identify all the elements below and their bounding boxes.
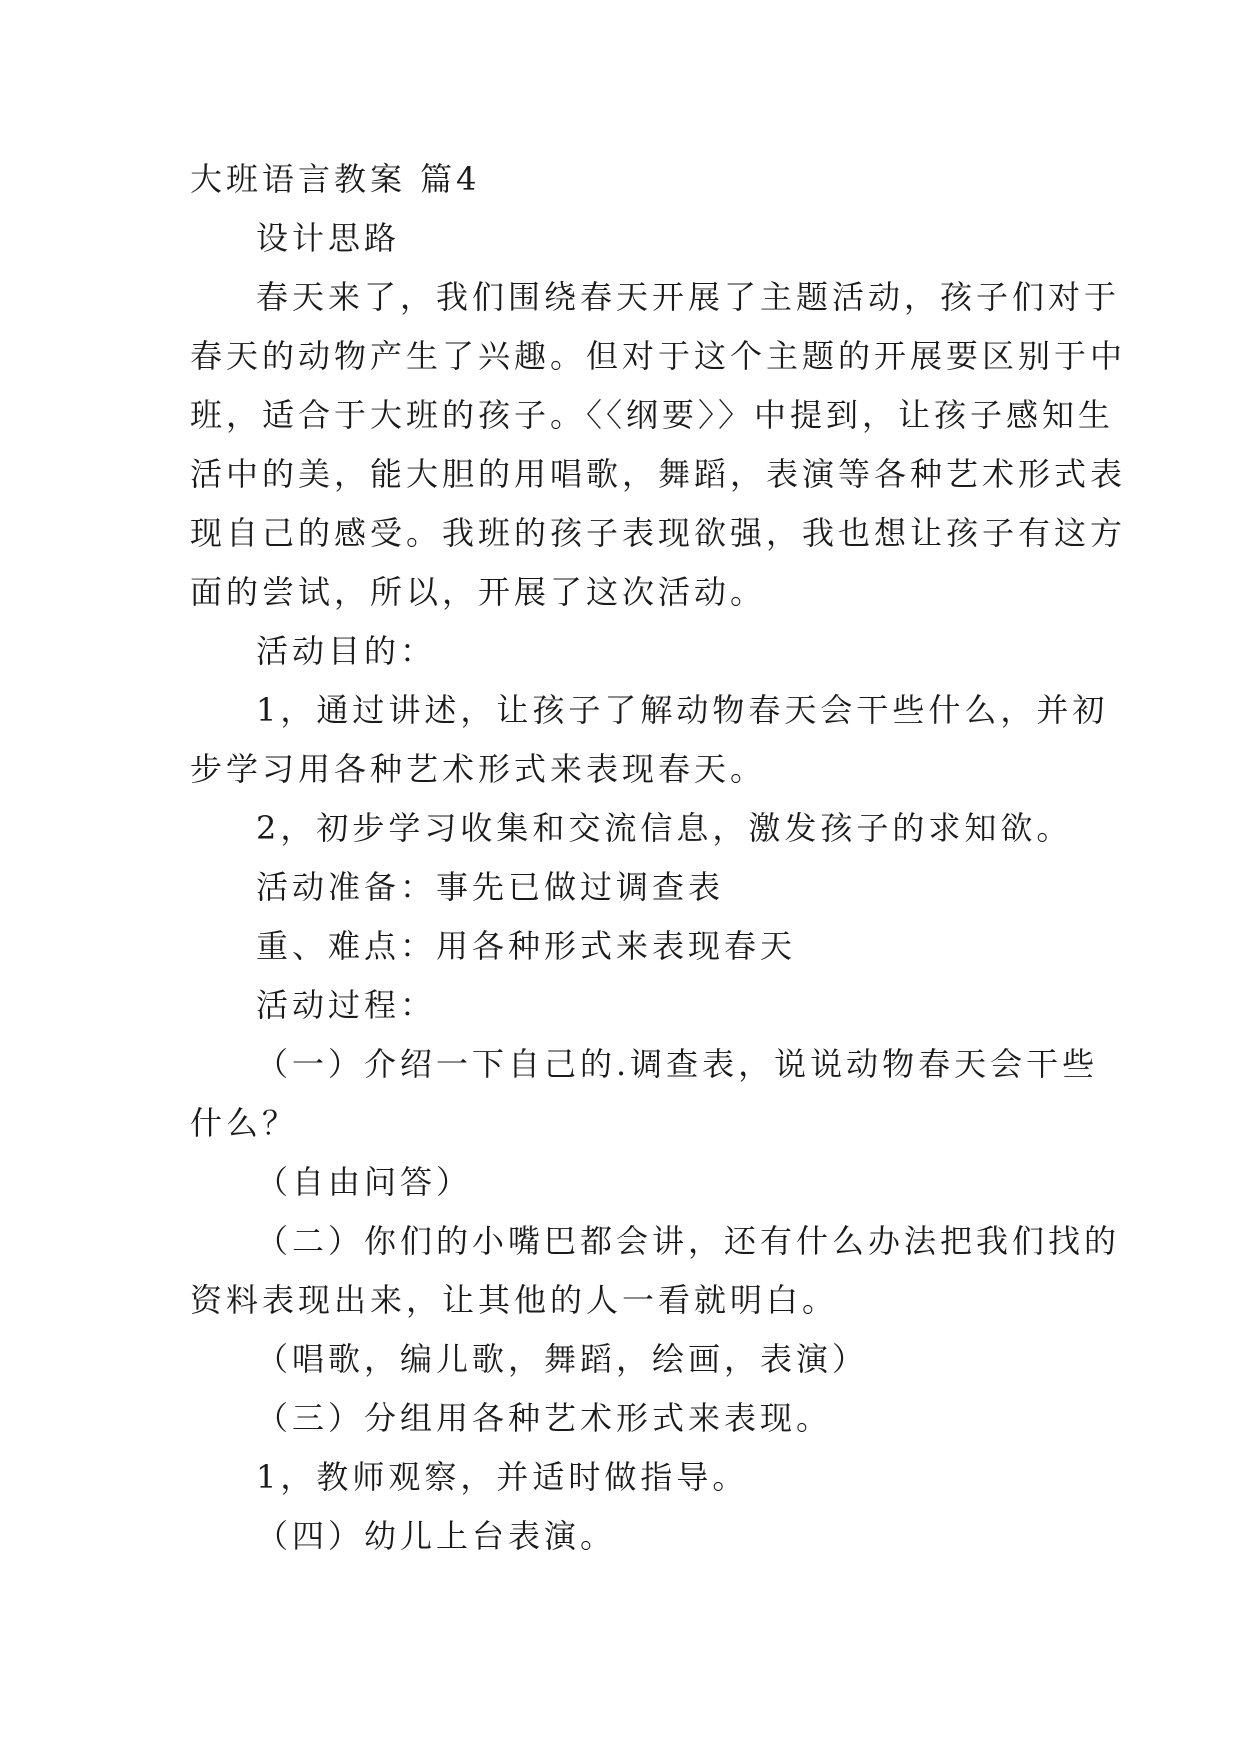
paragraph-line: 活中的美，能大胆的用唱歌，舞蹈，表演等各种艺术形式表 [190,455,1127,493]
document-title: 大班语言教案 篇4 [190,160,481,198]
paragraph-line: 面的尝试，所以，开展了这次活动。 [190,573,767,611]
paragraph-line: 现自己的感受。我班的孩子表现欲强，我也想让孩子有这方 [190,514,1127,552]
goal-item-continued: 步学习用各种艺术形式来表现春天。 [190,750,767,788]
process-step-continued: 什么？ [190,1104,299,1142]
paragraph-line: 春天的动物产生了兴趣。但对于这个主题的开展要区别于中 [190,337,1127,375]
process-substep: 1，教师观察，并适时做指导。 [256,1458,749,1496]
heading-process: 活动过程： [256,986,437,1024]
heading-design-idea: 设计思路 [256,219,401,257]
heading-goals: 活动目的： [256,632,437,670]
process-step: （二）你们的小嘴巴都会讲，还有什么办法把我们找的 [256,1222,1121,1260]
process-step: （一）介绍一下自己的.调查表，说说动物春天会干些 [256,1045,1099,1083]
paragraph-line: 春天来了，我们围绕春天开展了主题活动，孩子们对于 [256,278,1121,316]
process-step-continued: 资料表现出来，让其他的人一看就明白。 [190,1281,839,1319]
process-note: （唱歌，编儿歌，舞蹈，绘画，表演） [256,1340,869,1378]
goal-item: 2，初步学习收集和交流信息，激发孩子的求知欲。 [256,809,1073,847]
goal-item: 1，通过讲述，让孩子了解动物春天会干些什么，并初 [256,691,1109,729]
process-step: （四）幼儿上台表演。 [256,1517,617,1555]
key-points-line: 重、难点：用各种形式来表现春天 [256,927,797,965]
preparation-line: 活动准备：事先已做过调查表 [256,868,725,906]
process-note: （自由问答） [256,1163,473,1201]
document-page [190,150,1127,1566]
paragraph-line: 班，适合于大班的孩子。〈〈纲要〉〉中提到，让孩子感知生 [190,396,1115,434]
process-step: （三）分组用各种艺术形式来表现。 [256,1399,833,1437]
